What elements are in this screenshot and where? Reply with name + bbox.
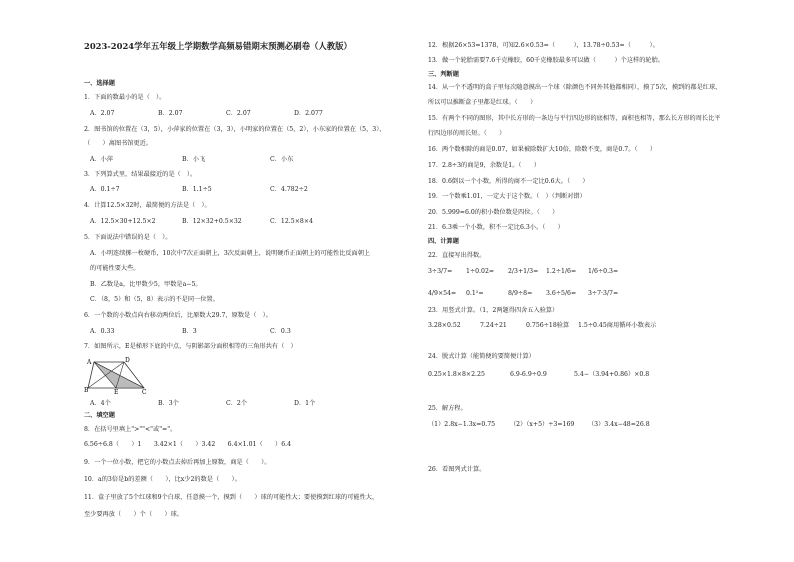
question-5-option-a-line2: 的可能性要大些。 — [90, 265, 140, 272]
option-a: A．0.33 — [90, 328, 115, 335]
label-b: B — [84, 387, 89, 394]
question-17: 17．2.8÷3的商是9，余数是1。（ ） — [428, 162, 541, 169]
calc-item: 3.28×0.52 — [428, 322, 461, 329]
option-b: B．12×32+0.5×32 — [182, 218, 242, 225]
calc-item: 1.2÷1/6= — [546, 268, 577, 275]
option-d: D．2.077 — [294, 110, 323, 117]
option-c: C．2.0̇7̇ — [226, 110, 251, 117]
question-14-line2: 所以可以推断盒子里都是红球。（ ） — [428, 99, 537, 106]
question-1: 1．下面的数最小的是（ ）。 — [84, 94, 166, 101]
calc-item: 8/9÷8= — [508, 290, 533, 297]
question-15-line2: 行四边形的周长短。（ ） — [428, 130, 506, 137]
calc-item: 1÷0.02= — [466, 268, 495, 275]
equation-item: （1）2.8x−1.3x=0.75 — [428, 421, 496, 428]
question-5-option-a-line1: A．小明连续掷一枚硬币，10次中7次正面朝上，3次反面朝上，说明硬币正面朝上的可能性比反面朝上 — [90, 250, 371, 257]
question-21: 21．6.3乘一个小数，积不一定比6.3小。（ ） — [428, 224, 564, 231]
option-a: A．2.07 — [90, 110, 115, 117]
question-8: 8．在括号里填上">""<"或"="。 — [84, 426, 177, 433]
question-3: 3．下列算式里，结果最接近的是（ ）。 — [84, 171, 197, 178]
option-c: C．12.5×8×4 — [270, 218, 313, 225]
calc-item: 6.9-6.9÷0.9 — [510, 371, 547, 378]
question-13: 13．做一个轮胎需要7.6千克橡胶，60千克橡胶最多可以做（ ）个这样的轮胎。 — [428, 57, 664, 64]
option-a: A．0.1÷7 — [90, 186, 120, 193]
question-18: 18．0.6倒以一个小数，所得的商不一定比0.6大。（ ） — [428, 178, 589, 185]
page-title: 2023-2024学年五年级上学期数学高频易错期末预测必刷卷（人教版） — [84, 41, 352, 51]
equation-item: （3）3.4x−48=26.8 — [588, 421, 650, 428]
question-5: 5．下面说法中错误的是（ ）。 — [84, 234, 172, 241]
question-14-line1: 14．从一个不透明的盒子里每次随意摸出一个球（除颜色不同外其他都相同），摸了5次，摸到的都是红球， — [428, 84, 722, 91]
question-20: 20．5.999≈6.0的积小数位数是四位。（ ） — [428, 209, 559, 216]
question-11-line1: 11．盒子里放了5个红球和9个白球，任意摸一个，摸到（ ）球的可能性大；要使摸到红球的可能性大， — [84, 494, 379, 501]
calc-item: 1.5÷0.45商用循环小数表示 — [578, 322, 657, 329]
section-heading-fill: 二、填空题 — [84, 412, 115, 419]
calc-item: 3÷3/7= — [428, 268, 453, 275]
option-c: C．4.782÷2 — [270, 186, 308, 193]
question-2-line1: 2．图书馆的位置在（3，5），小萍家的位置在（3，3），小明家的位置在（5，2），小东家的位置在（5，3）， — [84, 126, 386, 133]
option-b: B．小飞 — [182, 156, 206, 163]
question-5-option-c: C．（8，5）和（5，8）表示的不是同一位置。 — [90, 296, 219, 303]
option-c: C．2个 — [226, 400, 248, 407]
label-e: E — [114, 389, 119, 396]
option-c: C．小东 — [270, 156, 294, 163]
calc-item: 2/3+1/3= — [508, 268, 539, 275]
option-a: A．12.5×30+12.5×2 — [90, 218, 156, 225]
question-15-line1: 15．有两个不同的图形，其中长方形的一条边与平行四边形的底相等，面积也相等，那么长方形的周长比平 — [428, 115, 721, 122]
option-c: C．0.3 — [270, 328, 291, 335]
question-22: 22．直接写出得数。 — [428, 252, 486, 259]
section-heading-choice: 一、选择题 — [84, 80, 115, 87]
label-c: C — [142, 389, 147, 396]
calc-item: 0.756÷18验算 — [526, 322, 570, 329]
trapezoid-figure — [86, 356, 146, 394]
question-16: 16．两个数相除的商是0.07，如果被除数扩大10倍，除数不变，商是0.7。（ ） — [428, 146, 657, 153]
section-heading-judge: 三、判断题 — [428, 71, 459, 78]
question-19: 19．一个数乘1.01，一定大于这个数。（ ）（判断对错） — [428, 193, 586, 200]
equation-item: （2）（x+5）÷3=169 — [510, 421, 575, 428]
calc-item: 0.25×1.8×8×2.25 — [428, 371, 485, 378]
question-23: 23．用竖式计算。（1、2两题得四舍五入验算） — [428, 307, 559, 314]
option-b: B．3个 — [158, 400, 179, 407]
calc-item: 1/6÷0.3= — [588, 268, 619, 275]
question-12: 12．根据26×53=1378，可知2.6×0.53=（ ），13.78÷0.53=（ ）。 — [428, 42, 659, 49]
option-a: A．4个 — [90, 400, 111, 407]
question-6: 6．一个数的小数点向右移动两位后，比原数大29.7，原数是（ ）。 — [84, 312, 272, 319]
question-9: 9．一个一位小数，把它的小数点去掉后再加上原数，商是（ ）。 — [84, 459, 271, 466]
question-24: 24．脱式计算（能简便的要简便计算） — [428, 353, 535, 360]
option-b: B．3 — [182, 328, 197, 335]
question-4: 4．计算12.5×32时，最简便的方法是（ ）。 — [84, 202, 211, 209]
option-b: B．2.0̇7 — [158, 110, 183, 117]
calc-item: 3.6÷5/6= — [546, 290, 577, 297]
calc-item: 5.4−（3.94+0.86）×0.8 — [574, 371, 650, 378]
question-25: 25．解方程。 — [428, 405, 467, 412]
label-a: A — [87, 359, 92, 366]
question-7: 7．如图所示，E是梯形下底的中点，与阴影部分面积相等的三角形共有（ ） — [84, 343, 297, 350]
calc-item: 7.24÷21 — [480, 322, 507, 329]
question-5-option-b: B．乙数是a，比甲数少5，甲数是a−5。 — [90, 281, 202, 288]
option-b: B．1.1÷5 — [182, 186, 212, 193]
question-26: 26．看图列式计算。 — [428, 466, 486, 473]
question-11-line2: 至少要再放（ ）个（ ）球。 — [84, 511, 183, 518]
section-heading-calc: 四、计算题 — [428, 238, 459, 245]
question-2-line2: （ ）离图书馆更近。 — [84, 140, 153, 147]
option-a: A．小萍 — [90, 156, 114, 163]
label-d: D — [125, 357, 130, 364]
option-d: D．1个 — [294, 400, 316, 407]
calc-item: 4/9×54= — [428, 290, 457, 297]
calc-item: 0.1²= — [466, 290, 484, 297]
question-8-row: 6.56÷6.8（ ）1 3.42×1（ ）3.42 6.4×1.01（ ）6.4 — [84, 441, 292, 448]
question-10: 10．a的3倍是b的差额（ ），比x少2的数是（ ）。 — [84, 476, 241, 483]
calc-item: 3÷7·3/7= — [588, 290, 619, 297]
